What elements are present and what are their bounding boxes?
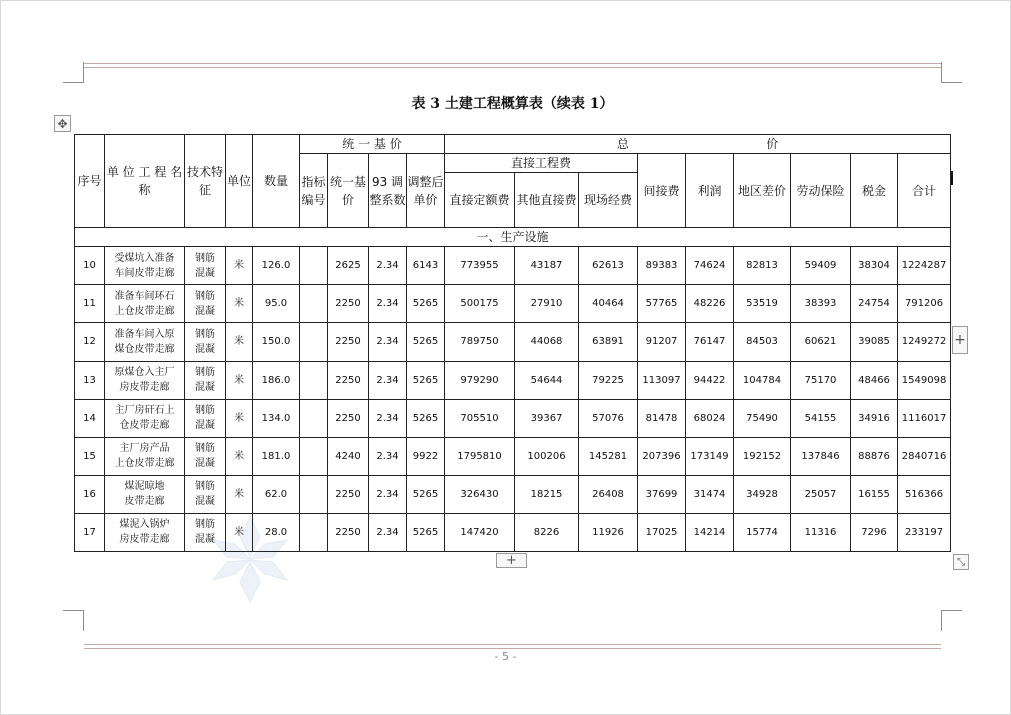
cell-profit: 173149 bbox=[686, 437, 734, 475]
cell-profit: 76147 bbox=[686, 323, 734, 361]
header-total: 合计 bbox=[898, 154, 951, 228]
cell-name-line1: 准备车间环石 bbox=[114, 290, 175, 302]
cell-tech-line2: 混凝 bbox=[195, 534, 215, 546]
cell-tech-line2: 混凝 bbox=[195, 382, 215, 394]
cell-tech-line1: 钢筋 bbox=[195, 481, 215, 493]
cell-name bbox=[105, 285, 185, 323]
cell-coef93: 2.34 bbox=[369, 247, 407, 285]
cell-coef93: 2.34 bbox=[369, 399, 407, 437]
cell-base-price: 2250 bbox=[328, 323, 369, 361]
cell-tax: 48466 bbox=[851, 361, 898, 399]
table-row bbox=[75, 285, 951, 323]
cell-direct-quota: 147420 bbox=[445, 513, 515, 551]
cell-seq: 12 bbox=[75, 323, 105, 361]
cell-name-line1: 主厂房矸石上 bbox=[114, 405, 175, 417]
cell-base-price: 4240 bbox=[328, 437, 369, 475]
cell-qty: 62.0 bbox=[253, 475, 300, 513]
cell-region-diff: 84503 bbox=[734, 323, 791, 361]
cell-total: 2840716 bbox=[898, 437, 951, 475]
cell-qty: 150.0 bbox=[253, 323, 300, 361]
header-coef93: 93 调整系数 bbox=[369, 154, 407, 228]
cell-base-price: 2250 bbox=[328, 361, 369, 399]
cell-total: 1549098 bbox=[898, 361, 951, 399]
cell-base-price: 2250 bbox=[328, 285, 369, 323]
cell-tech bbox=[185, 399, 226, 437]
cell-tax: 7296 bbox=[851, 513, 898, 551]
cell-tax: 39085 bbox=[851, 323, 898, 361]
table-resize-handle-icon[interactable]: ⤡ bbox=[953, 554, 969, 570]
cell-indirect: 113097 bbox=[638, 361, 686, 399]
cell-name-line1: 煤泥入锅炉 bbox=[119, 519, 170, 531]
cell-base-price: 2625 bbox=[328, 247, 369, 285]
cell-labor-ins: 25057 bbox=[791, 475, 851, 513]
header-name: 单 位 工 程 名 称 bbox=[105, 135, 185, 228]
cell-name-line2: 煤仓皮带走廊 bbox=[114, 343, 175, 355]
cell-coef93: 2.34 bbox=[369, 437, 407, 475]
crop-mark-top-left bbox=[63, 62, 84, 83]
cell-seq: 16 bbox=[75, 475, 105, 513]
cell-unit: 米 bbox=[226, 323, 253, 361]
cell-qty: 126.0 bbox=[253, 247, 300, 285]
cell-coef93: 2.34 bbox=[369, 475, 407, 513]
cell-tech bbox=[185, 475, 226, 513]
cell-tech-line2: 混凝 bbox=[195, 305, 215, 317]
cell-site-fee: 145281 bbox=[579, 437, 638, 475]
cell-index-no bbox=[300, 437, 328, 475]
cell-index-no bbox=[300, 513, 328, 551]
cell-tech-line2: 混凝 bbox=[195, 458, 215, 470]
cell-coef93: 2.34 bbox=[369, 513, 407, 551]
cell-other-direct: 54644 bbox=[515, 361, 579, 399]
cell-other-direct: 39367 bbox=[515, 399, 579, 437]
cell-total: 1249272 bbox=[898, 323, 951, 361]
cell-tech-line1: 钢筋 bbox=[195, 290, 215, 302]
cell-direct-quota: 789750 bbox=[445, 323, 515, 361]
cell-name bbox=[105, 399, 185, 437]
cell-direct-quota: 773955 bbox=[445, 247, 515, 285]
header-index-no: 指标编号 bbox=[300, 154, 328, 228]
cell-name-line1: 煤泥晾地 bbox=[124, 481, 165, 493]
cell-base-price: 2250 bbox=[328, 475, 369, 513]
cell-tech bbox=[185, 513, 226, 551]
header-profit: 利润 bbox=[686, 154, 734, 228]
cell-tax: 24754 bbox=[851, 285, 898, 323]
cell-unit: 米 bbox=[226, 361, 253, 399]
table-move-handle-icon[interactable]: ✥ bbox=[54, 115, 71, 132]
cell-labor-ins: 137846 bbox=[791, 437, 851, 475]
cell-base-price: 2250 bbox=[328, 513, 369, 551]
cell-adj-price: 9922 bbox=[407, 437, 445, 475]
table-row bbox=[75, 323, 951, 361]
cell-tech-line1: 钢筋 bbox=[195, 405, 215, 417]
cell-direct-quota: 705510 bbox=[445, 399, 515, 437]
cell-tech-line1: 钢筋 bbox=[195, 519, 215, 531]
cell-tax: 38304 bbox=[851, 247, 898, 285]
cell-other-direct: 27910 bbox=[515, 285, 579, 323]
cell-name-line2: 房皮带走廊 bbox=[119, 534, 170, 546]
cell-unit: 米 bbox=[226, 399, 253, 437]
cell-seq: 15 bbox=[75, 437, 105, 475]
cell-tech-line1: 钢筋 bbox=[195, 328, 215, 340]
cell-name bbox=[105, 437, 185, 475]
add-column-button[interactable]: + bbox=[952, 326, 968, 354]
cell-total: 233197 bbox=[898, 513, 951, 551]
cell-coef93: 2.34 bbox=[369, 285, 407, 323]
section-title: 一、生产设施 bbox=[75, 228, 951, 247]
cell-site-fee: 57076 bbox=[579, 399, 638, 437]
cell-index-no bbox=[300, 361, 328, 399]
cell-profit: 74624 bbox=[686, 247, 734, 285]
cell-site-fee: 63891 bbox=[579, 323, 638, 361]
cell-total: 1116017 bbox=[898, 399, 951, 437]
cell-name bbox=[105, 361, 185, 399]
cell-adj-price: 5265 bbox=[407, 399, 445, 437]
cell-index-no bbox=[300, 323, 328, 361]
cell-qty: 28.0 bbox=[253, 513, 300, 551]
cell-region-diff: 104784 bbox=[734, 361, 791, 399]
cell-tech bbox=[185, 247, 226, 285]
cell-index-no bbox=[300, 285, 328, 323]
cell-name-line1: 受煤坑入准备 bbox=[114, 252, 175, 264]
table-row bbox=[75, 437, 951, 475]
cell-tech-line2: 混凝 bbox=[195, 420, 215, 432]
cell-tech bbox=[185, 437, 226, 475]
cell-region-diff: 15774 bbox=[734, 513, 791, 551]
cell-region-diff: 82813 bbox=[734, 247, 791, 285]
cell-region-diff: 75490 bbox=[734, 399, 791, 437]
table-body bbox=[75, 247, 951, 552]
header-total-group: 总 价 bbox=[445, 135, 951, 154]
header-seq: 序号 bbox=[75, 135, 105, 228]
header-site-fee: 现场经费 bbox=[579, 173, 638, 228]
cell-name-line2: 车间皮带走廊 bbox=[114, 267, 175, 279]
cell-labor-ins: 59409 bbox=[791, 247, 851, 285]
cell-indirect: 89383 bbox=[638, 247, 686, 285]
cell-adj-price: 6143 bbox=[407, 247, 445, 285]
cell-labor-ins: 75170 bbox=[791, 361, 851, 399]
cell-region-diff: 53519 bbox=[734, 285, 791, 323]
cell-seq: 14 bbox=[75, 399, 105, 437]
cell-tax: 88876 bbox=[851, 437, 898, 475]
cell-tech-line2: 混凝 bbox=[195, 267, 215, 279]
header-tech: 技术特征 bbox=[185, 135, 226, 228]
cell-other-direct: 44068 bbox=[515, 323, 579, 361]
cell-labor-ins: 11316 bbox=[791, 513, 851, 551]
cell-adj-price: 5265 bbox=[407, 475, 445, 513]
cell-tax: 34916 bbox=[851, 399, 898, 437]
cell-indirect: 17025 bbox=[638, 513, 686, 551]
cell-profit: 31474 bbox=[686, 475, 734, 513]
cell-indirect: 57765 bbox=[638, 285, 686, 323]
cell-total: 791206 bbox=[898, 285, 951, 323]
cell-direct-quota: 979290 bbox=[445, 361, 515, 399]
cell-labor-ins: 38393 bbox=[791, 285, 851, 323]
header-indirect: 间接费 bbox=[638, 154, 686, 228]
cell-indirect: 207396 bbox=[638, 437, 686, 475]
header-base-price: 统一基价 bbox=[328, 154, 369, 228]
table-row bbox=[75, 361, 951, 399]
cell-name-line2: 上仓皮带走廊 bbox=[114, 305, 175, 317]
cell-site-fee: 26408 bbox=[579, 475, 638, 513]
cell-region-diff: 192152 bbox=[734, 437, 791, 475]
cell-coef93: 2.34 bbox=[369, 323, 407, 361]
cell-name bbox=[105, 513, 185, 551]
cell-seq: 13 bbox=[75, 361, 105, 399]
cell-adj-price: 5265 bbox=[407, 285, 445, 323]
header-adj-price: 调整后单价 bbox=[407, 154, 445, 228]
cell-labor-ins: 60621 bbox=[791, 323, 851, 361]
cell-name-line1: 主厂房产品 bbox=[119, 443, 170, 455]
cell-qty: 181.0 bbox=[253, 437, 300, 475]
cell-base-price: 2250 bbox=[328, 399, 369, 437]
cell-tech-line1: 钢筋 bbox=[195, 252, 215, 264]
cell-indirect: 81478 bbox=[638, 399, 686, 437]
header-direct-group: 直接工程费 bbox=[445, 154, 638, 173]
cell-name-line2: 仓皮带走廊 bbox=[119, 420, 170, 432]
cell-profit: 14214 bbox=[686, 513, 734, 551]
cell-total: 516366 bbox=[898, 475, 951, 513]
cell-tech-line2: 混凝 bbox=[195, 343, 215, 355]
cell-direct-quota: 326430 bbox=[445, 475, 515, 513]
cell-unit: 米 bbox=[226, 513, 253, 551]
cell-name-line1: 准备车间入原 bbox=[114, 328, 175, 340]
header-tax: 税金 bbox=[851, 154, 898, 228]
cell-seq: 11 bbox=[75, 285, 105, 323]
cell-other-direct: 8226 bbox=[515, 513, 579, 551]
table-row bbox=[75, 399, 951, 437]
cell-site-fee: 11926 bbox=[579, 513, 638, 551]
header-direct-quota: 直接定额费 bbox=[445, 173, 515, 228]
cell-name-line2: 皮带走廊 bbox=[124, 496, 165, 508]
cell-unit: 米 bbox=[226, 285, 253, 323]
cell-indirect: 37699 bbox=[638, 475, 686, 513]
budget-table bbox=[74, 134, 951, 552]
cell-other-direct: 18215 bbox=[515, 475, 579, 513]
cell-tech bbox=[185, 361, 226, 399]
cell-index-no bbox=[300, 247, 328, 285]
cell-tech bbox=[185, 323, 226, 361]
cell-site-fee: 62613 bbox=[579, 247, 638, 285]
page-number: - 5 - bbox=[494, 650, 517, 663]
cell-tech-line1: 钢筋 bbox=[195, 443, 215, 455]
cell-qty: 134.0 bbox=[253, 399, 300, 437]
cell-qty: 186.0 bbox=[253, 361, 300, 399]
cell-seq: 10 bbox=[75, 247, 105, 285]
footer-rule bbox=[84, 644, 941, 649]
table-row bbox=[75, 513, 951, 551]
cell-other-direct: 100206 bbox=[515, 437, 579, 475]
text-cursor bbox=[951, 171, 953, 185]
header-unit: 单位 bbox=[226, 135, 253, 228]
cell-labor-ins: 54155 bbox=[791, 399, 851, 437]
cell-unit: 米 bbox=[226, 437, 253, 475]
add-row-button[interactable]: + bbox=[496, 553, 527, 568]
cell-adj-price: 5265 bbox=[407, 361, 445, 399]
cell-profit: 68024 bbox=[686, 399, 734, 437]
cell-name-line2: 上仓皮带走廊 bbox=[114, 458, 175, 470]
cell-other-direct: 43187 bbox=[515, 247, 579, 285]
cell-coef93: 2.34 bbox=[369, 361, 407, 399]
cell-total: 1224287 bbox=[898, 247, 951, 285]
cell-name-line1: 原煤仓入主厂 bbox=[114, 367, 175, 379]
table-row bbox=[75, 475, 951, 513]
header-rule bbox=[84, 63, 941, 68]
cell-direct-quota: 500175 bbox=[445, 285, 515, 323]
cell-name bbox=[105, 475, 185, 513]
cell-adj-price: 5265 bbox=[407, 323, 445, 361]
header-other-direct: 其他直接费 bbox=[515, 173, 579, 228]
cell-index-no bbox=[300, 475, 328, 513]
cell-tech-line2: 混凝 bbox=[195, 496, 215, 508]
cell-indirect: 91207 bbox=[638, 323, 686, 361]
crop-mark-top-right bbox=[941, 62, 962, 83]
cell-profit: 48226 bbox=[686, 285, 734, 323]
cell-tax: 16155 bbox=[851, 475, 898, 513]
cell-name bbox=[105, 323, 185, 361]
table-title: 表 3 土建工程概算表（续表 1） bbox=[411, 96, 614, 112]
crop-mark-bottom-right bbox=[941, 610, 962, 631]
cell-profit: 94422 bbox=[686, 361, 734, 399]
header-region-diff: 地区差价 bbox=[734, 154, 791, 228]
cell-region-diff: 34928 bbox=[734, 475, 791, 513]
table-row bbox=[75, 247, 951, 285]
cell-adj-price: 5265 bbox=[407, 513, 445, 551]
crop-mark-bottom-left bbox=[63, 610, 84, 631]
header-labor-ins: 劳动保险 bbox=[791, 154, 851, 228]
cell-name-line2: 房皮带走廊 bbox=[119, 382, 170, 394]
cell-site-fee: 40464 bbox=[579, 285, 638, 323]
cell-unit: 米 bbox=[226, 475, 253, 513]
cell-site-fee: 79225 bbox=[579, 361, 638, 399]
cell-tech-line1: 钢筋 bbox=[195, 367, 215, 379]
cell-name bbox=[105, 247, 185, 285]
header-base-group: 统 一 基 价 bbox=[300, 135, 445, 154]
cell-tech bbox=[185, 285, 226, 323]
cell-direct-quota: 1795810 bbox=[445, 437, 515, 475]
cell-qty: 95.0 bbox=[253, 285, 300, 323]
cell-unit: 米 bbox=[226, 247, 253, 285]
header-qty: 数量 bbox=[253, 135, 300, 228]
cell-index-no bbox=[300, 399, 328, 437]
cell-seq: 17 bbox=[75, 513, 105, 551]
